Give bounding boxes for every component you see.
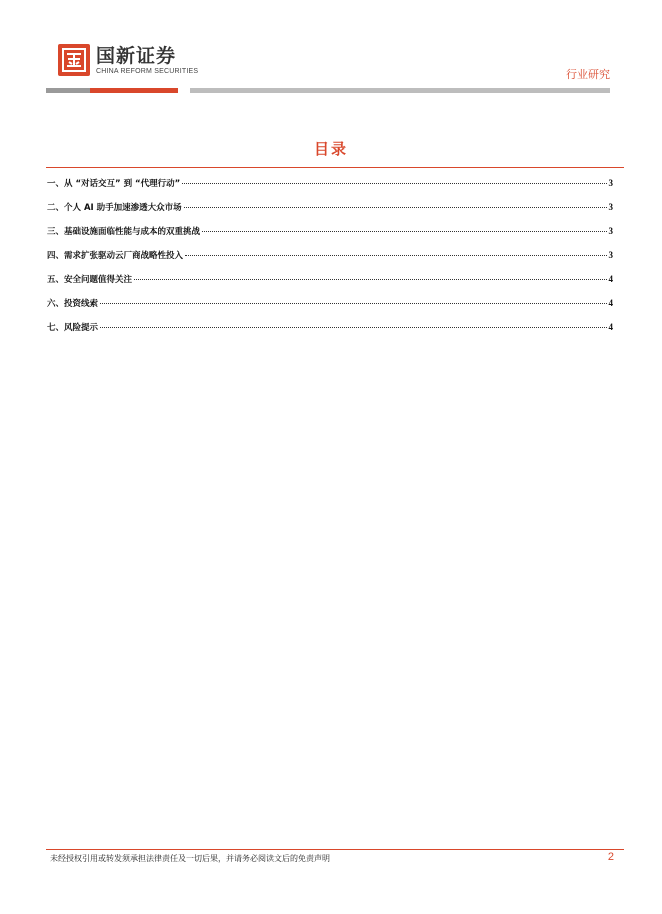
logo-mark-icon (58, 44, 90, 76)
toc-entry[interactable] (47, 223, 613, 247)
toc-entry-page: 3 (608, 226, 613, 236)
toc-divider (46, 167, 624, 168)
toc-entry-label: 六、投资线索 (47, 299, 99, 309)
toc-entry-page: 4 (608, 298, 613, 308)
toc-entry[interactable] (47, 199, 613, 223)
toc-entry-page: 4 (608, 274, 613, 284)
toc-entry-label: 一、从 “对话交互” 到 “代理行动” (47, 179, 181, 189)
toc-leader-dots (184, 207, 607, 208)
toc-leader-dots (100, 303, 606, 304)
toc-entry-page: 3 (608, 202, 613, 212)
footer-divider (46, 849, 624, 850)
toc-entry[interactable] (47, 247, 613, 271)
toc-entry[interactable] (47, 271, 613, 295)
logo-english-name: CHINA REFORM SECURITIES (96, 67, 199, 75)
toc-entry-page: 3 (608, 178, 613, 188)
toc-entry-page: 3 (608, 250, 613, 260)
header-bar-gray-long (190, 88, 610, 93)
header-bar-accent (90, 88, 178, 93)
logo-chinese-name: 国新证券 (96, 44, 177, 67)
toc-entry-label: 二、个人 AI 助手加速渗透大众市场 (47, 203, 182, 213)
toc-entry[interactable] (47, 295, 613, 319)
toc-leader-dots (100, 327, 606, 328)
toc-entry[interactable] (47, 175, 613, 199)
toc-entry-label: 四、需求扩张驱动云厂商战略性投入 (47, 251, 184, 261)
report-type-label: 行业研究 (566, 68, 610, 81)
toc-entry-label: 三、基础设施面临性能与成本的双重挑战 (47, 227, 201, 237)
company-logo (58, 44, 198, 76)
toc-leader-dots (134, 279, 606, 280)
toc-entry-page: 4 (608, 322, 613, 332)
toc-leader-dots (202, 231, 606, 232)
footer-disclaimer: 未经授权引用或转发须承担法律责任及一切后果，并请务必阅读文后的免责声明 (50, 854, 330, 863)
toc-entry[interactable] (47, 319, 613, 343)
page-number: 2 (607, 851, 614, 863)
toc-list (47, 175, 613, 343)
toc-entry-label: 七、风险提示 (47, 323, 99, 333)
toc-leader-dots (185, 255, 606, 256)
toc-leader-dots (182, 183, 606, 184)
toc-title: 目录 (313, 140, 348, 158)
toc-entry-label: 五、安全问题值得关注 (47, 275, 133, 285)
header-bar-gray (46, 88, 90, 93)
